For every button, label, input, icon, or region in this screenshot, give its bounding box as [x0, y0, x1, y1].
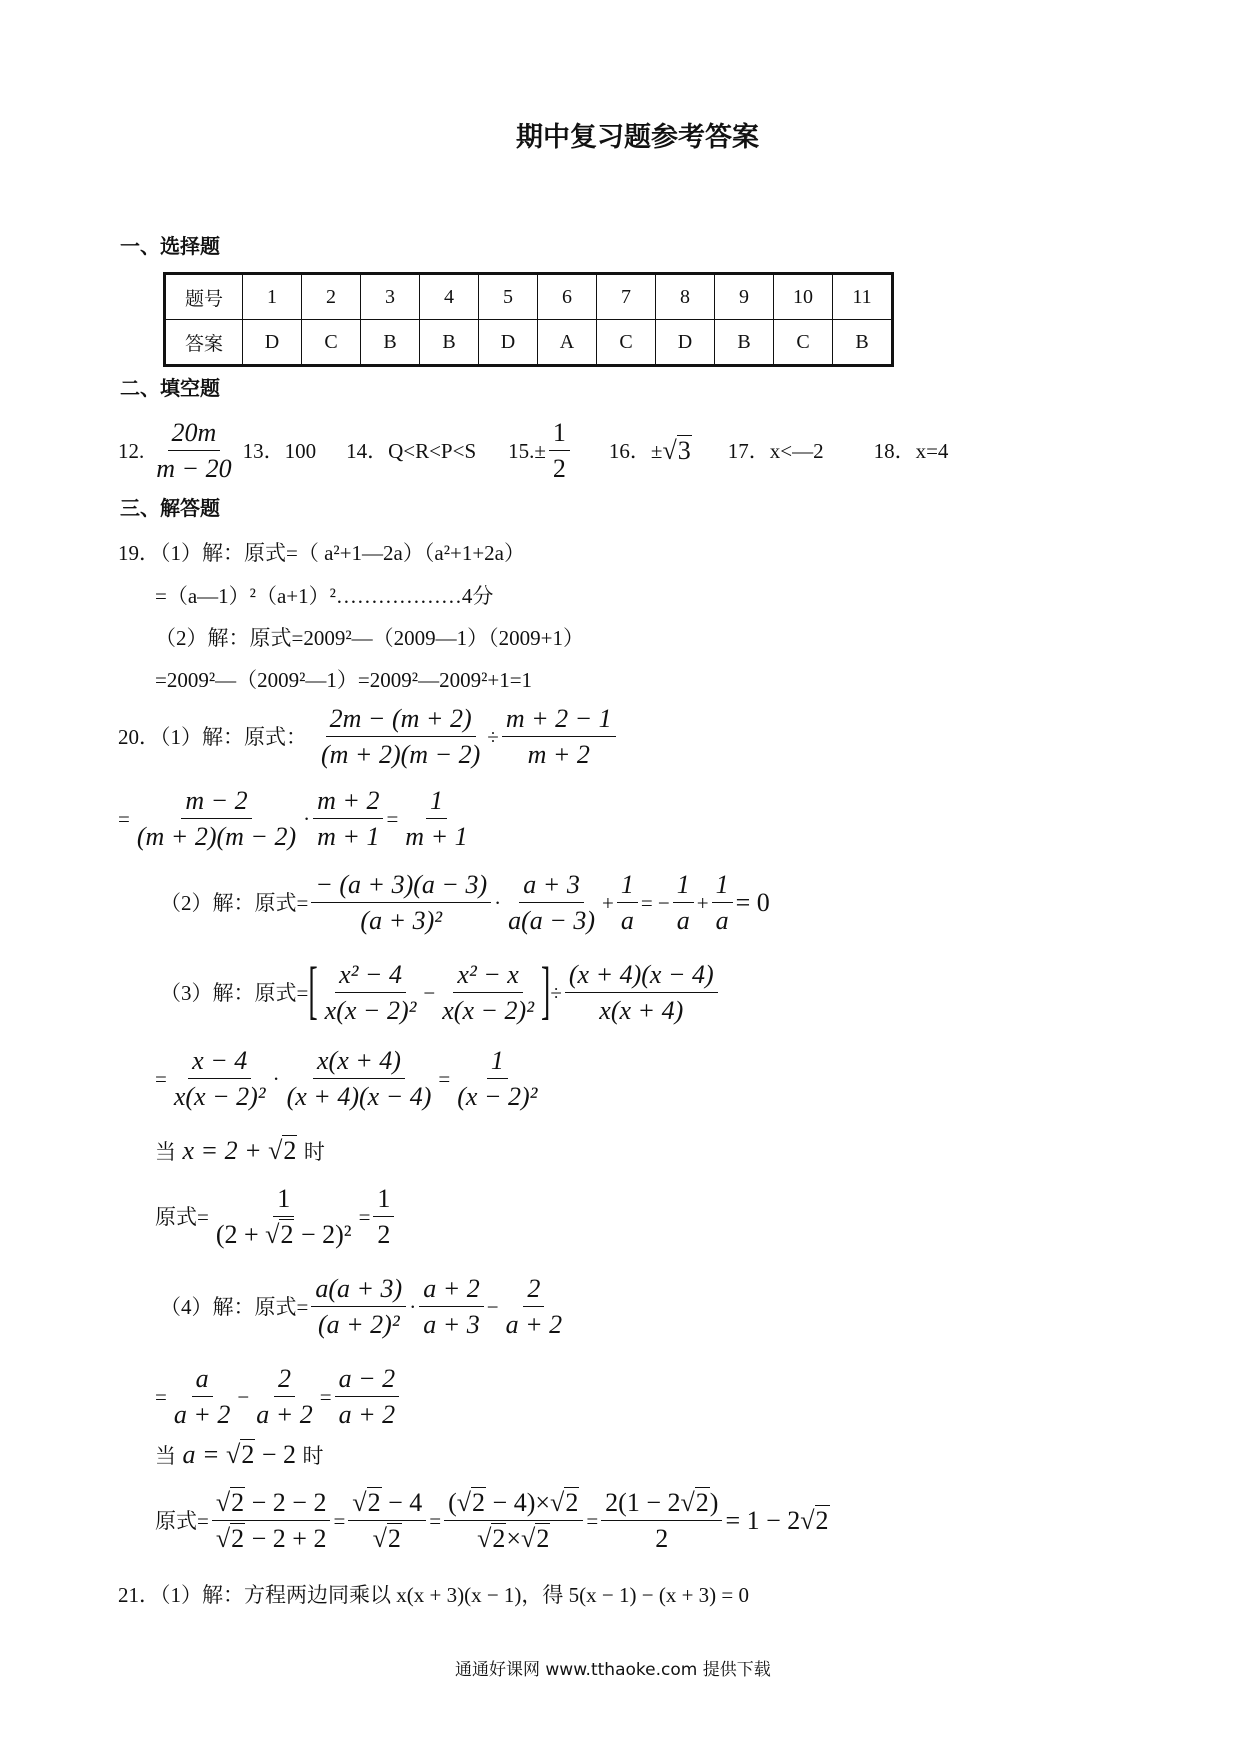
denominator: a + 2	[505, 1310, 563, 1339]
operator: =	[429, 1508, 442, 1533]
fraction	[348, 1490, 426, 1552]
part: − 2)²	[300, 1220, 352, 1249]
numerator: a + 2	[419, 1276, 484, 1307]
q20-part1-line	[118, 706, 619, 768]
denominator: m + 2	[527, 740, 590, 769]
sqrt: √2	[226, 1440, 255, 1469]
table-cell: 5	[479, 274, 538, 320]
denominator: a	[715, 906, 729, 935]
answer-table-row-answers	[165, 320, 893, 366]
fraction	[212, 1186, 356, 1248]
numerator: 1	[487, 1048, 508, 1079]
section-heading-fill: 二、填空题	[120, 376, 220, 400]
table-cell: D	[479, 320, 538, 366]
numerator: 1	[373, 1186, 394, 1217]
sqrt: √2	[215, 1524, 245, 1553]
denominator: (m + 2)(m − 2)	[136, 822, 297, 851]
numerator: (x + 4)(x − 4)	[565, 962, 718, 993]
denominator	[212, 1217, 356, 1248]
fraction	[438, 962, 538, 1024]
table-cell: 6	[538, 274, 597, 320]
fraction	[317, 706, 484, 768]
numerator	[444, 1490, 583, 1521]
table-cell: 11	[833, 274, 893, 320]
denominator: (m + 2)(m − 2)	[321, 740, 481, 769]
numerator: x − 4	[188, 1048, 251, 1079]
fraction	[133, 788, 300, 850]
sqrt: √2	[521, 1524, 550, 1553]
table-cell: C	[597, 320, 656, 366]
table-cell: 2	[302, 274, 361, 320]
sqrt: √2	[372, 1524, 401, 1553]
q19-line-4: =2009²—（2009²—1）=2009²—2009²+1=1	[155, 668, 533, 692]
numerator: a + 3	[519, 872, 584, 903]
table-header-cell: 答案	[165, 320, 243, 366]
footer-credit: 通通好课网 www.tthaoke.com 提供下载	[455, 1660, 771, 1680]
operator: = −	[640, 890, 670, 915]
q12-label: 12.	[118, 438, 145, 463]
numerator: m + 2	[313, 788, 383, 819]
operator: ÷	[550, 980, 562, 1005]
sqrt: √2	[456, 1488, 486, 1517]
denominator: x(x − 2)²	[324, 996, 417, 1025]
q20-part3-result-line	[155, 1048, 544, 1110]
table-cell: B	[420, 320, 479, 366]
fraction	[170, 1366, 235, 1428]
operator: =	[358, 1204, 371, 1229]
radicand: 2	[241, 1440, 255, 1469]
q15-numerator: 1	[549, 420, 570, 451]
q20-part2-line	[160, 872, 770, 934]
numerator: 1	[273, 1186, 294, 1217]
q16-radicand: 3	[677, 436, 691, 465]
q16-label: 16．±	[608, 438, 663, 463]
q20-part3-final	[155, 1186, 397, 1248]
numerator: x² − 4	[335, 962, 406, 993]
sqrt: √2	[268, 1136, 297, 1165]
numerator: x² − x	[453, 962, 522, 993]
denominator: a	[676, 906, 690, 935]
operator: +	[602, 890, 614, 915]
part: − 2 − 2	[251, 1488, 327, 1517]
table-cell: 1	[243, 274, 302, 320]
q12-denominator: m − 20	[156, 454, 232, 483]
fraction	[212, 1490, 331, 1552]
section-heading-solutions: 三、解答题	[120, 496, 220, 520]
table-cell: 10	[774, 274, 833, 320]
text: 当	[155, 1444, 176, 1468]
page-title: 期中复习题参考答案	[516, 122, 759, 153]
fraction	[311, 1276, 406, 1338]
denominator	[369, 1521, 406, 1552]
numerator: a(a + 3)	[311, 1276, 406, 1307]
text: 当	[155, 1140, 176, 1164]
part: 2(1 − 2	[605, 1488, 681, 1517]
table-cell: 3	[361, 274, 420, 320]
q15-label: 15.±	[508, 438, 546, 463]
part: (	[448, 1488, 457, 1517]
q20-part1-label: 20．（1）解：原式：	[118, 724, 307, 749]
numerator: m + 2 − 1	[502, 706, 616, 737]
answer-table-row-numbers	[165, 274, 893, 320]
operator: =	[155, 1384, 167, 1409]
radicand: 2	[283, 1136, 297, 1165]
right-bracket: ]	[541, 956, 551, 1028]
denominator: a + 2	[256, 1400, 313, 1429]
q20-part3-label: （3）解：原式=	[160, 980, 309, 1005]
numerator: − (a + 3)(a − 3)	[311, 872, 491, 903]
left-bracket: [	[308, 956, 318, 1028]
fraction	[504, 872, 599, 934]
expression: x = 2 +	[182, 1136, 262, 1165]
numerator	[601, 1490, 722, 1521]
denominator: 2	[377, 1220, 391, 1249]
q15-fraction	[549, 420, 570, 482]
expression: − 2	[261, 1440, 296, 1469]
denominator: a(a − 3)	[508, 906, 595, 935]
denominator	[473, 1521, 554, 1552]
operator: ·	[409, 1294, 417, 1319]
denominator: x(x − 2)²	[173, 1082, 266, 1111]
operator: ·	[494, 890, 502, 915]
fraction	[170, 1048, 270, 1110]
sqrt: √2	[215, 1488, 245, 1517]
part: − 4)×	[492, 1488, 551, 1517]
radicand: 2	[815, 1506, 829, 1535]
q16-sqrt: √3	[662, 436, 691, 465]
radicand: 2	[472, 1488, 486, 1517]
operator: =	[333, 1508, 346, 1533]
radicand: 2	[565, 1488, 579, 1517]
fraction	[712, 872, 733, 934]
q20-part3-substitution	[155, 1138, 325, 1164]
q15-denominator: 2	[552, 454, 566, 483]
numerator: 1	[673, 872, 694, 903]
denominator: a + 3	[423, 1310, 480, 1339]
radicand: 2	[231, 1524, 245, 1553]
table-cell: 7	[597, 274, 656, 320]
operator: ÷	[487, 724, 499, 749]
denominator: x(x + 4)	[599, 996, 684, 1025]
table-cell: B	[361, 320, 420, 366]
q19-line-1: 19．（1）解：原式=（ a²+1—2a）（a²+1+2a）	[118, 541, 525, 565]
text: 时	[302, 1444, 324, 1468]
radicand: 2	[280, 1220, 294, 1249]
numerator: 1	[617, 872, 638, 903]
numerator: m − 2	[181, 788, 251, 819]
table-cell: 9	[715, 274, 774, 320]
radicand: 2	[536, 1524, 550, 1553]
operator: =	[586, 1508, 599, 1533]
numerator: 2	[523, 1276, 544, 1307]
fraction	[673, 872, 694, 934]
radicand: 2	[367, 1488, 381, 1517]
operator: −	[423, 980, 436, 1005]
part: )	[709, 1488, 719, 1517]
operator: −	[237, 1384, 250, 1409]
numerator	[212, 1490, 331, 1521]
operator: ·	[303, 806, 311, 831]
denominator: 2	[655, 1524, 669, 1553]
q12-numerator: 20m	[168, 420, 221, 451]
fraction	[252, 1366, 317, 1428]
q20-part4-result-line	[155, 1366, 402, 1428]
denominator: a + 2	[173, 1400, 231, 1429]
fraction	[565, 962, 718, 1024]
denominator: (a + 2)²	[317, 1310, 400, 1339]
part: − 2 + 2	[251, 1524, 327, 1553]
table-cell: A	[538, 320, 597, 366]
operator: =	[155, 1066, 167, 1091]
part: (2 +	[215, 1220, 259, 1249]
fraction	[502, 1276, 567, 1338]
q12-fraction	[152, 420, 235, 482]
numerator: a	[192, 1366, 213, 1397]
q20-part4-substitution	[155, 1442, 324, 1468]
table-header-cell: 题号	[165, 274, 243, 320]
fraction	[313, 788, 383, 850]
q20-part3-line	[160, 956, 721, 1028]
operator: =	[438, 1066, 451, 1091]
operator: ·	[272, 1066, 280, 1091]
fraction	[311, 872, 491, 934]
numerator	[348, 1490, 426, 1521]
sqrt: √2	[477, 1524, 506, 1553]
section-heading-choice: 一、选择题	[120, 234, 220, 258]
part: ×	[506, 1524, 522, 1553]
sqrt: √2	[680, 1488, 709, 1517]
sqrt: √2	[265, 1220, 294, 1249]
fraction	[401, 788, 471, 850]
sqrt: √2	[550, 1488, 579, 1517]
sqrt: √2	[800, 1506, 829, 1535]
fraction	[453, 1048, 541, 1110]
radicand: 2	[387, 1524, 401, 1553]
q20-part1-result-line	[118, 788, 475, 850]
q20-part4-label: （4）解：原式=	[160, 1294, 309, 1319]
numerator: 2m − (m + 2)	[326, 706, 476, 737]
sqrt: √2	[352, 1488, 381, 1517]
radicand: 2	[695, 1488, 709, 1517]
operator: =	[386, 806, 399, 831]
radicand: 2	[231, 1488, 245, 1517]
table-cell: D	[656, 320, 715, 366]
text: 时	[303, 1140, 325, 1164]
numerator: x(x + 4)	[313, 1048, 405, 1079]
operator: =	[118, 806, 130, 831]
fraction	[444, 1490, 583, 1552]
fraction	[373, 1186, 394, 1248]
fraction	[502, 706, 616, 768]
q20-part4-line	[160, 1276, 569, 1338]
numerator: 1	[426, 788, 447, 819]
part: − 4	[388, 1488, 423, 1517]
table-cell: C	[302, 320, 361, 366]
radicand: 2	[492, 1524, 506, 1553]
denominator: (a + 3)²	[360, 906, 443, 935]
q20-part4-final	[155, 1490, 830, 1552]
table-cell: B	[833, 320, 893, 366]
expression: = 1 − 2	[725, 1506, 801, 1535]
denominator	[212, 1521, 331, 1552]
q13-answer: 13．100	[242, 438, 317, 463]
numerator: a − 2	[335, 1366, 400, 1397]
operator: −	[486, 1294, 499, 1319]
table-cell: D	[243, 320, 302, 366]
operator: = 0	[735, 888, 770, 917]
fraction	[283, 1048, 436, 1110]
denominator: m + 1	[405, 822, 468, 851]
denominator: (x − 2)²	[457, 1082, 538, 1111]
label: 原式=	[155, 1508, 209, 1533]
expression: a =	[182, 1440, 220, 1469]
numerator: 2	[274, 1366, 295, 1397]
fill-answers-row	[118, 420, 948, 482]
table-cell: B	[715, 320, 774, 366]
table-cell: 8	[656, 274, 715, 320]
fraction	[321, 962, 421, 1024]
numerator: 1	[712, 872, 733, 903]
denominator: x(x − 2)²	[442, 996, 535, 1025]
answer-table	[163, 272, 894, 367]
q21-line-1: 21．（1）解：方程两边同乘以 x(x + 3)(x − 1)，得 5(x − 1) − (x + 3) = 0	[118, 1583, 750, 1607]
denominator: a + 2	[338, 1400, 396, 1429]
q20-part2-label: （2）解：原式=	[160, 890, 309, 915]
fraction	[617, 872, 638, 934]
denominator: a	[620, 906, 634, 935]
q14-answer: 14．Q<R<P<S	[346, 438, 477, 463]
table-cell: C	[774, 320, 833, 366]
operator: =	[319, 1384, 332, 1409]
label: 原式=	[155, 1204, 209, 1229]
q18-answer: 18．x=4	[873, 438, 949, 463]
fraction	[601, 1490, 722, 1552]
denominator: m + 1	[317, 822, 380, 851]
denominator: (x + 4)(x − 4)	[286, 1082, 432, 1111]
q17-answer: 17．x<—2	[727, 438, 824, 463]
q19-line-2: =（a—1）²（a+1）²………………4分	[155, 584, 494, 608]
fraction	[419, 1276, 484, 1338]
q19-line-3: （2）解：原式=2009²—（2009—1）（2009+1）	[155, 626, 584, 650]
operator: +	[696, 890, 709, 915]
fraction	[335, 1366, 400, 1428]
table-cell: 4	[420, 274, 479, 320]
